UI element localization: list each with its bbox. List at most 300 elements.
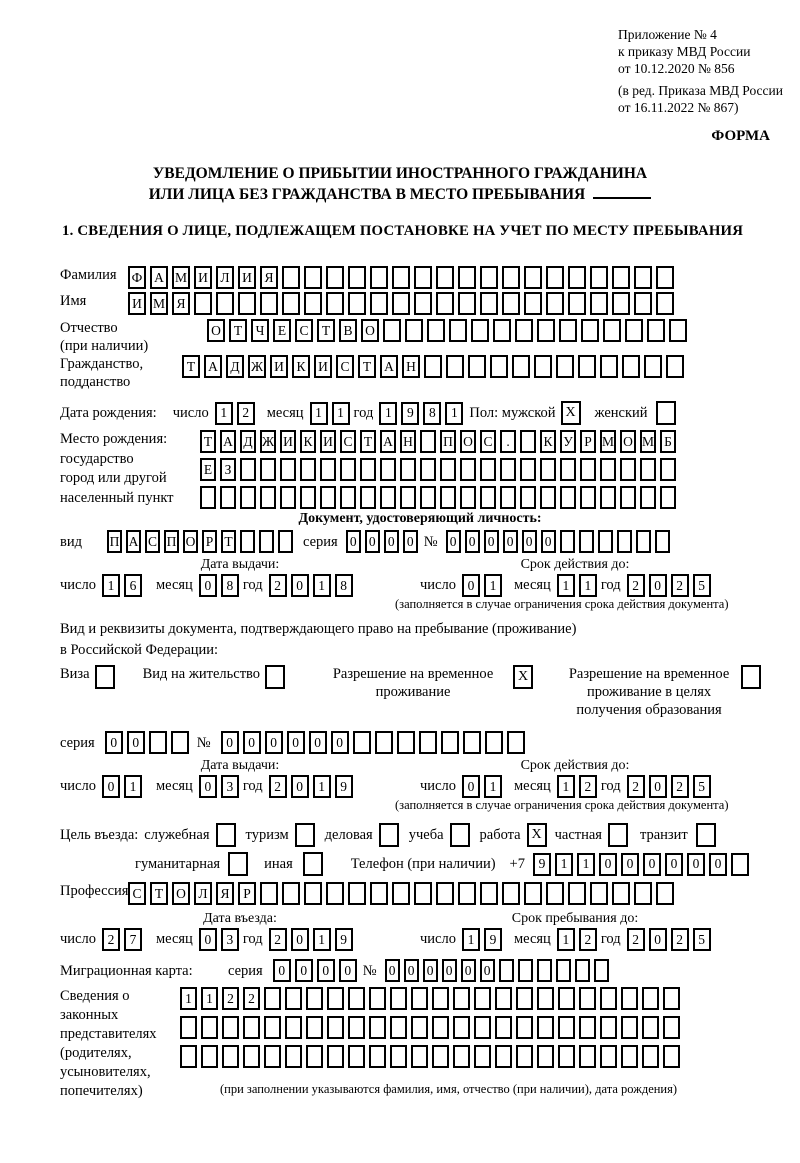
char-box[interactable] (348, 1016, 365, 1039)
char-box[interactable] (546, 292, 564, 315)
char-box[interactable] (636, 530, 651, 553)
char-box[interactable] (495, 987, 512, 1010)
char-box[interactable]: 0 (649, 775, 667, 798)
char-box[interactable] (600, 486, 616, 509)
char-box[interactable]: 1 (445, 402, 463, 425)
char-box[interactable] (427, 319, 445, 342)
char-box[interactable]: . (500, 430, 516, 453)
char-box[interactable] (446, 355, 464, 378)
char-box[interactable]: 5 (693, 928, 711, 951)
char-box[interactable] (304, 292, 322, 315)
char-box[interactable] (558, 987, 575, 1010)
char-box[interactable]: 2 (243, 987, 260, 1010)
char-box[interactable] (453, 987, 470, 1010)
char-box[interactable] (194, 292, 212, 315)
char-box[interactable]: 1 (313, 928, 331, 951)
char-box[interactable] (392, 882, 410, 905)
char-box[interactable] (568, 292, 586, 315)
char-box[interactable] (285, 1016, 302, 1039)
char-box[interactable] (490, 355, 508, 378)
char-box[interactable]: 1 (557, 574, 575, 597)
char-box[interactable] (524, 882, 542, 905)
char-box[interactable] (440, 486, 456, 509)
char-box[interactable] (594, 959, 609, 982)
char-box[interactable] (518, 959, 533, 982)
char-box[interactable]: М (600, 430, 616, 453)
char-box[interactable]: 0 (317, 959, 335, 982)
char-box[interactable]: 1 (124, 775, 142, 798)
char-box[interactable] (537, 319, 555, 342)
char-box[interactable] (598, 530, 613, 553)
purpose-study-checkbox[interactable] (450, 823, 470, 847)
char-box[interactable]: А (220, 430, 236, 453)
char-box[interactable]: П (107, 530, 122, 553)
char-box[interactable]: Ч (251, 319, 269, 342)
char-box[interactable] (304, 882, 322, 905)
char-box[interactable] (414, 882, 432, 905)
char-box[interactable] (612, 266, 630, 289)
char-box[interactable] (612, 292, 630, 315)
char-box[interactable] (436, 292, 454, 315)
char-box[interactable]: 1 (332, 402, 350, 425)
char-box[interactable]: 0 (291, 574, 309, 597)
char-box[interactable]: 1 (201, 987, 218, 1010)
char-box[interactable]: 1 (484, 574, 502, 597)
char-box[interactable] (600, 1045, 617, 1068)
char-box[interactable] (320, 458, 336, 481)
char-box[interactable] (642, 1045, 659, 1068)
char-box[interactable] (580, 458, 596, 481)
char-box[interactable] (558, 1016, 575, 1039)
char-box[interactable]: 2 (671, 574, 689, 597)
char-box[interactable] (520, 486, 536, 509)
char-box[interactable]: Е (200, 458, 216, 481)
char-box[interactable]: Р (580, 430, 596, 453)
char-box[interactable] (500, 458, 516, 481)
char-box[interactable] (612, 882, 630, 905)
char-box[interactable]: 1 (215, 402, 233, 425)
char-box[interactable] (306, 1016, 323, 1039)
char-box[interactable] (603, 319, 621, 342)
char-box[interactable] (432, 987, 449, 1010)
char-box[interactable]: 0 (665, 853, 683, 876)
char-box[interactable] (397, 731, 415, 754)
char-box[interactable]: 9 (533, 853, 551, 876)
char-box[interactable]: 0 (484, 530, 499, 553)
char-box[interactable]: 0 (687, 853, 705, 876)
char-box[interactable]: 9 (484, 928, 502, 951)
char-box[interactable]: И (238, 266, 256, 289)
char-box[interactable] (660, 486, 676, 509)
char-box[interactable]: 0 (423, 959, 438, 982)
char-box[interactable]: 0 (462, 574, 480, 597)
char-box[interactable]: С (340, 430, 356, 453)
char-box[interactable] (471, 319, 489, 342)
char-box[interactable] (666, 355, 684, 378)
char-box[interactable]: Ж (248, 355, 266, 378)
char-box[interactable] (201, 1045, 218, 1068)
char-box[interactable]: 0 (273, 959, 291, 982)
char-box[interactable]: К (300, 430, 316, 453)
char-box[interactable]: 1 (462, 928, 480, 951)
char-box[interactable] (278, 530, 293, 553)
char-box[interactable]: 0 (365, 530, 380, 553)
char-box[interactable]: 2 (102, 928, 120, 951)
purpose-humanitarian-checkbox[interactable] (228, 852, 248, 876)
char-box[interactable] (260, 292, 278, 315)
char-box[interactable]: 1 (313, 775, 331, 798)
char-box[interactable]: 0 (309, 731, 327, 754)
char-box[interactable] (348, 1045, 365, 1068)
char-box[interactable] (655, 530, 670, 553)
char-box[interactable]: 5 (693, 775, 711, 798)
char-box[interactable] (560, 530, 575, 553)
char-box[interactable]: 2 (627, 574, 645, 597)
char-box[interactable]: 0 (265, 731, 283, 754)
char-box[interactable] (383, 319, 401, 342)
char-box[interactable] (460, 486, 476, 509)
char-box[interactable]: 0 (102, 775, 120, 798)
char-box[interactable]: Т (317, 319, 335, 342)
char-box[interactable]: Е (273, 319, 291, 342)
char-box[interactable] (537, 959, 552, 982)
char-box[interactable]: 0 (649, 574, 667, 597)
purpose-commercial-checkbox[interactable] (379, 823, 399, 847)
char-box[interactable]: Я (260, 266, 278, 289)
char-box[interactable] (590, 266, 608, 289)
char-box[interactable]: Т (182, 355, 200, 378)
char-box[interactable]: 2 (269, 928, 287, 951)
char-box[interactable]: Т (150, 882, 168, 905)
char-box[interactable] (264, 987, 281, 1010)
char-box[interactable] (656, 882, 674, 905)
char-box[interactable] (579, 1016, 596, 1039)
char-box[interactable]: 6 (124, 574, 142, 597)
char-box[interactable] (634, 882, 652, 905)
char-box[interactable] (560, 458, 576, 481)
char-box[interactable]: 1 (557, 775, 575, 798)
char-box[interactable] (285, 1045, 302, 1068)
char-box[interactable] (499, 959, 514, 982)
char-box[interactable] (411, 1016, 428, 1039)
char-box[interactable]: С (128, 882, 146, 905)
char-box[interactable] (370, 266, 388, 289)
char-box[interactable] (201, 1016, 218, 1039)
char-box[interactable] (621, 1045, 638, 1068)
char-box[interactable] (524, 292, 542, 315)
char-box[interactable] (524, 266, 542, 289)
char-box[interactable]: 0 (709, 853, 727, 876)
char-box[interactable]: 1 (180, 987, 197, 1010)
char-box[interactable] (300, 486, 316, 509)
temp-residence-edu-checkbox[interactable] (741, 665, 761, 689)
char-box[interactable] (458, 292, 476, 315)
char-box[interactable] (647, 319, 665, 342)
char-box[interactable] (320, 486, 336, 509)
char-box[interactable] (216, 292, 234, 315)
char-box[interactable]: Н (400, 430, 416, 453)
char-box[interactable] (340, 458, 356, 481)
char-box[interactable]: Т (358, 355, 376, 378)
char-box[interactable] (348, 987, 365, 1010)
gender-male-checkbox[interactable]: X (561, 401, 581, 425)
char-box[interactable] (460, 458, 476, 481)
char-box[interactable] (280, 458, 296, 481)
char-box[interactable] (449, 319, 467, 342)
purpose-private-checkbox[interactable] (608, 823, 628, 847)
char-box[interactable]: А (380, 355, 398, 378)
char-box[interactable] (327, 987, 344, 1010)
char-box[interactable] (392, 292, 410, 315)
char-box[interactable] (420, 458, 436, 481)
char-box[interactable] (540, 486, 556, 509)
char-box[interactable]: Т (200, 430, 216, 453)
char-box[interactable] (642, 987, 659, 1010)
char-box[interactable] (621, 987, 638, 1010)
char-box[interactable]: 0 (599, 853, 617, 876)
char-box[interactable]: 8 (423, 402, 441, 425)
char-box[interactable] (380, 458, 396, 481)
char-box[interactable] (360, 486, 376, 509)
char-box[interactable] (392, 266, 410, 289)
purpose-other-checkbox[interactable] (303, 852, 323, 876)
char-box[interactable] (731, 853, 749, 876)
char-box[interactable] (327, 1045, 344, 1068)
char-box[interactable] (463, 731, 481, 754)
char-box[interactable]: 9 (335, 775, 353, 798)
char-box[interactable] (264, 1045, 281, 1068)
char-box[interactable] (474, 1016, 491, 1039)
char-box[interactable] (353, 731, 371, 754)
char-box[interactable]: К (292, 355, 310, 378)
char-box[interactable] (327, 1016, 344, 1039)
char-box[interactable] (660, 458, 676, 481)
char-box[interactable]: 2 (671, 775, 689, 798)
char-box[interactable]: 0 (127, 731, 145, 754)
char-box[interactable] (534, 355, 552, 378)
char-box[interactable]: Ф (128, 266, 146, 289)
char-box[interactable]: 0 (384, 530, 399, 553)
char-box[interactable]: З (220, 458, 236, 481)
char-box[interactable] (493, 319, 511, 342)
char-box[interactable] (546, 882, 564, 905)
char-box[interactable]: 2 (222, 987, 239, 1010)
char-box[interactable] (644, 355, 662, 378)
char-box[interactable]: О (620, 430, 636, 453)
char-box[interactable]: 2 (627, 775, 645, 798)
char-box[interactable] (634, 292, 652, 315)
char-box[interactable] (590, 292, 608, 315)
char-box[interactable]: 8 (221, 574, 239, 597)
char-box[interactable] (306, 987, 323, 1010)
char-box[interactable]: 0 (199, 928, 217, 951)
char-box[interactable] (304, 266, 322, 289)
char-box[interactable]: 0 (199, 775, 217, 798)
char-box[interactable] (546, 266, 564, 289)
char-box[interactable] (370, 292, 388, 315)
char-box[interactable]: Р (238, 882, 256, 905)
char-box[interactable]: О (361, 319, 379, 342)
char-box[interactable] (222, 1045, 239, 1068)
char-box[interactable]: И (320, 430, 336, 453)
char-box[interactable] (348, 882, 366, 905)
char-box[interactable] (579, 987, 596, 1010)
char-box[interactable] (240, 458, 256, 481)
char-box[interactable] (578, 355, 596, 378)
char-box[interactable]: А (126, 530, 141, 553)
char-box[interactable]: 0 (503, 530, 518, 553)
char-box[interactable] (285, 987, 302, 1010)
char-box[interactable] (411, 1045, 428, 1068)
char-box[interactable] (259, 530, 274, 553)
char-box[interactable]: 0 (446, 530, 461, 553)
char-box[interactable]: 0 (291, 775, 309, 798)
char-box[interactable] (441, 731, 459, 754)
char-box[interactable] (656, 292, 674, 315)
char-box[interactable] (306, 1045, 323, 1068)
char-box[interactable]: 3 (221, 775, 239, 798)
char-box[interactable] (617, 530, 632, 553)
char-box[interactable] (559, 319, 577, 342)
char-box[interactable] (390, 987, 407, 1010)
char-box[interactable]: С (295, 319, 313, 342)
char-box[interactable]: П (164, 530, 179, 553)
char-box[interactable]: 0 (221, 731, 239, 754)
char-box[interactable] (537, 987, 554, 1010)
char-box[interactable] (436, 266, 454, 289)
char-box[interactable]: Т (360, 430, 376, 453)
char-box[interactable] (474, 1045, 491, 1068)
char-box[interactable] (642, 1016, 659, 1039)
char-box[interactable]: У (560, 430, 576, 453)
char-box[interactable]: 9 (401, 402, 419, 425)
char-box[interactable] (634, 266, 652, 289)
char-box[interactable] (575, 959, 590, 982)
char-box[interactable] (656, 266, 674, 289)
char-box[interactable]: 2 (671, 928, 689, 951)
char-box[interactable] (180, 1016, 197, 1039)
char-box[interactable] (620, 458, 636, 481)
char-box[interactable]: 0 (404, 959, 419, 982)
char-box[interactable]: В (339, 319, 357, 342)
char-box[interactable] (480, 266, 498, 289)
residence-permit-checkbox[interactable] (265, 665, 285, 689)
char-box[interactable] (485, 731, 503, 754)
char-box[interactable] (502, 292, 520, 315)
char-box[interactable] (243, 1045, 260, 1068)
char-box[interactable]: 1 (379, 402, 397, 425)
char-box[interactable]: С (480, 430, 496, 453)
char-box[interactable] (411, 987, 428, 1010)
char-box[interactable]: 2 (579, 775, 597, 798)
char-box[interactable] (515, 319, 533, 342)
char-box[interactable] (468, 355, 486, 378)
char-box[interactable]: К (540, 430, 556, 453)
char-box[interactable] (260, 486, 276, 509)
char-box[interactable] (326, 266, 344, 289)
char-box[interactable] (516, 1045, 533, 1068)
purpose-work-checkbox[interactable]: X (527, 823, 547, 847)
char-box[interactable]: М (172, 266, 190, 289)
char-box[interactable] (556, 959, 571, 982)
char-box[interactable]: 0 (339, 959, 357, 982)
char-box[interactable] (480, 458, 496, 481)
char-box[interactable] (369, 1045, 386, 1068)
char-box[interactable]: 0 (287, 731, 305, 754)
char-box[interactable] (625, 319, 643, 342)
char-box[interactable]: 1 (577, 853, 595, 876)
char-box[interactable] (414, 292, 432, 315)
char-box[interactable] (400, 458, 416, 481)
char-box[interactable] (453, 1016, 470, 1039)
char-box[interactable] (424, 355, 442, 378)
char-box[interactable]: 0 (105, 731, 123, 754)
char-box[interactable] (238, 292, 256, 315)
char-box[interactable] (516, 1016, 533, 1039)
char-box[interactable]: 0 (621, 853, 639, 876)
char-box[interactable] (568, 882, 586, 905)
char-box[interactable]: И (314, 355, 332, 378)
char-box[interactable]: Р (202, 530, 217, 553)
char-box[interactable] (180, 1045, 197, 1068)
char-box[interactable]: 0 (295, 959, 313, 982)
char-box[interactable] (432, 1045, 449, 1068)
char-box[interactable] (502, 882, 520, 905)
char-box[interactable]: 0 (649, 928, 667, 951)
char-box[interactable]: 1 (313, 574, 331, 597)
char-box[interactable]: А (150, 266, 168, 289)
char-box[interactable]: 0 (480, 959, 495, 982)
char-box[interactable] (590, 882, 608, 905)
char-box[interactable]: 2 (269, 574, 287, 597)
char-box[interactable] (240, 530, 255, 553)
char-box[interactable]: Б (660, 430, 676, 453)
char-box[interactable] (600, 987, 617, 1010)
char-box[interactable] (340, 486, 356, 509)
char-box[interactable]: Я (216, 882, 234, 905)
char-box[interactable] (436, 882, 454, 905)
char-box[interactable]: 0 (403, 530, 418, 553)
char-box[interactable]: Н (402, 355, 420, 378)
char-box[interactable] (420, 486, 436, 509)
char-box[interactable]: 1 (484, 775, 502, 798)
char-box[interactable] (480, 882, 498, 905)
char-box[interactable] (640, 458, 656, 481)
char-box[interactable] (149, 731, 167, 754)
char-box[interactable] (348, 292, 366, 315)
char-box[interactable] (568, 266, 586, 289)
char-box[interactable] (537, 1016, 554, 1039)
char-box[interactable] (420, 430, 436, 453)
char-box[interactable] (390, 1045, 407, 1068)
char-box[interactable] (669, 319, 687, 342)
char-box[interactable]: 1 (102, 574, 120, 597)
char-box[interactable] (326, 882, 344, 905)
char-box[interactable] (502, 266, 520, 289)
char-box[interactable]: 1 (579, 574, 597, 597)
char-box[interactable] (663, 1045, 680, 1068)
char-box[interactable]: 3 (221, 928, 239, 951)
char-box[interactable] (537, 1045, 554, 1068)
char-box[interactable]: И (280, 430, 296, 453)
char-box[interactable] (480, 292, 498, 315)
char-box[interactable]: Л (194, 882, 212, 905)
char-box[interactable]: О (172, 882, 190, 905)
char-box[interactable]: Т (229, 319, 247, 342)
char-box[interactable] (260, 882, 278, 905)
char-box[interactable] (326, 292, 344, 315)
char-box[interactable] (390, 1016, 407, 1039)
